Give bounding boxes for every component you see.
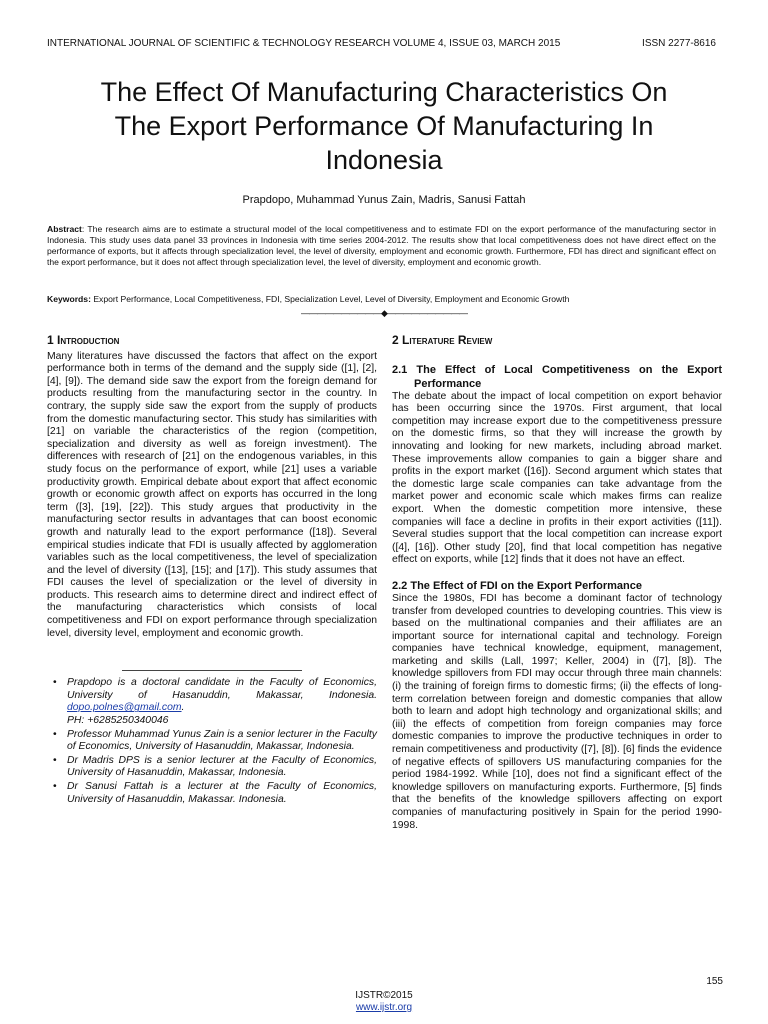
literature-heading xyxy=(392,334,722,347)
abstract-label: Abstract xyxy=(47,224,82,234)
keywords-text: Export Performance, Local Competitiveness, FDI, Specialization Level, Level of Diversity, Employment and Economic Growth xyxy=(90,294,570,304)
author-phone: PH: +6285250340046 xyxy=(67,715,169,727)
abstract-text: : The research aims are to estimate a structural model of the local competitiveness and to estimate FDI on the export performance of the manufacturing sector in Indonesia. This study uses data panel 33 provinces in Indonesia with time series 2004-2012. The results show that local competitiveness does not have direct effect on the performance of exports, but it affects through specialization level, the level of diversity, employment and economic growth. Furthermore, FDI has direct and significant effect on the export performance, but it does not affect through specialization level, the level of diversity, employment and economic growth. xyxy=(47,224,716,267)
author-footnotes xyxy=(47,677,377,806)
right-column xyxy=(392,334,722,832)
title-line-1: The Effect Of Manufacturing Characteristics On xyxy=(100,77,668,107)
page-number: 155 xyxy=(706,976,723,987)
subsection-2-2-title: 2.2 The Effect of FDI on the Export Performance xyxy=(392,579,642,592)
subsection-2-1-paragraph: The debate about the impact of local competition on export behavior has been occurring since the 1970s. First argument, that local competition may increase export due to the competitiveness pressure on the domestic firms, so that they will increase the growth by innovating and looking for new markets, including abroad market. These improvements allow companies to gain a bigger share and profits in the export market ([16]). Second argument which states that the domestic large scale companies can take advantage from the market power and economic scale which makes firms can realize export. When the domestic competition more intensive, these companies will face a decline in profits in their export activities ([11]). Several studies support that the local competition can increase export ([4], [16]). Other study [20], find that local competition has negative effect on exports, while [12] finds that it does not have an effect. xyxy=(392,390,722,566)
footnote-item: • Dr Madris DPS is a senior lecturer at the Faculty of Economics, University of Hasanuddin, Makassar, Indonesia. xyxy=(67,755,377,780)
copyright: IJSTR©2015 xyxy=(355,990,413,1001)
intro-paragraph: Many literatures have discussed the factors that affect on the export performance both in terms of the demand and the supply side ([1], [2], [4], [9]). The demand side saw the export from the foreign demand for products resulting from the manufacturing sector in the country. In contrary, the supply side saw the export from the supply of products from the domestic manufacturing sector. This study has similarities with [21] on variable the characteristics of the region (competition, specialization and diversity as well as foreign investment). The differences with research of [21] on the endogenous variables, in this study focus on the performance of export, while [21] uses a variable productivity growth. Empirical debate about export that affect economic growth or economic growth affect on exports has occurred in the long term ([3], [19], [22]). This study argues that productivity in the manufacturing sector results in advantages that can boost economic growth and naturally lead to the export performance ([18]). Several empirical studies indicate that FDI is usually affected by agglomeration variables such as the local competitiveness, the level of specialization and the level of diversity ([13], [15]; and [17]). This study assumes that FDI causes the level of specialization or the level of diversity in products. This research aims to determine direct and indirect effect of the manufacturing characteristics which consists of local competitiveness and FDI on export performance through specialization level, diversity level, employment and economic growth. xyxy=(47,350,377,639)
footnote-item: • Professor Muhammad Yunus Zain is a senior lecturer in the Faculty of Economics, University of Hasanuddin, Makassar, Indonesia. xyxy=(67,729,377,754)
footnote-text: . xyxy=(181,702,185,714)
literature-heading-text: Literature Review xyxy=(402,333,493,347)
footnote-item: • Dr Sanusi Fattah is a lecturer at the Faculty of Economics, University of Hasanuddin, Makassar. Indonesia. xyxy=(67,781,377,806)
journal-name: INTERNATIONAL JOURNAL OF SCIENTIFIC & TECHNOLOGY RESEARCH VOLUME 4, ISSUE 03, MARCH 2015 xyxy=(47,38,561,49)
subsection-2-2-paragraph: Since the 1980s, FDI has become a dominant factor of technology transfer from developed countries to developing countries. This view is based on the multinational companies and their affiliates are an important source for international capital and technology. Foreign companies have technical knowledge, equipment, management, marketing and skills (Lall, 1997; Keller, 2004) in ([7], [8]). The knowledge spillovers from FDI may occur through three main channels: (i) the training of foreign firms to domestic firms; (ii) the effects of long-term correlation between foreign and domestic companies that allow both to learn and adopt high technology and organizational skills; and (iii) the effects of competition from foreign companies may force domestic companies to improve the productive techniques in order to remain competitiveness and productivity ([7], [8]). [6] finds the evidence of negative effects of spillovers US manufacturing companies for the period 1984-1992. While [10], does not find a significant effect of the knowledge spillovers on manufacturing exports. Furthermore, [5] finds that the benefits of the knowledge spillovers affecting on export companies of manufacturing positively in Spain for the period 1990-1998. xyxy=(392,592,722,831)
footnote-item xyxy=(67,677,377,727)
intro-heading xyxy=(47,334,377,347)
journal-url-link[interactable]: www.ijstr.org xyxy=(355,1002,413,1013)
footnote-rule xyxy=(122,670,302,671)
running-header xyxy=(47,38,716,49)
literature-heading-number: 2 xyxy=(392,333,403,347)
paper-title xyxy=(30,75,738,177)
issn: ISSN 2277-8616 xyxy=(642,38,716,49)
footnote-text: Prapdopo is a doctoral candidate in the Faculty of Economics, University of Hasanuddin, Makassar, Indonesia. xyxy=(67,677,377,701)
page-footer xyxy=(0,990,768,1014)
abstract xyxy=(47,224,716,268)
intro-heading-text: Introduction xyxy=(57,333,120,347)
intro-heading-number: 1 xyxy=(47,333,58,347)
keywords xyxy=(47,294,716,305)
subsection-2-1-title: 2.1 The Effect of Local Competitiveness on the Export Performance xyxy=(392,363,722,390)
author-email-link[interactable]: dopo.polnes@gmail.com xyxy=(67,702,182,714)
title-line-3: Indonesia xyxy=(325,145,443,175)
section-separator: ——————————◆—————————— xyxy=(301,308,467,318)
author-list: Prapdopo, Muhammad Yunus Zain, Madris, Sanusi Fattah xyxy=(242,194,526,206)
left-column xyxy=(47,334,377,807)
title-line-2: The Export Performance Of Manufacturing In xyxy=(114,111,654,141)
keywords-label: Keywords: xyxy=(47,294,91,304)
